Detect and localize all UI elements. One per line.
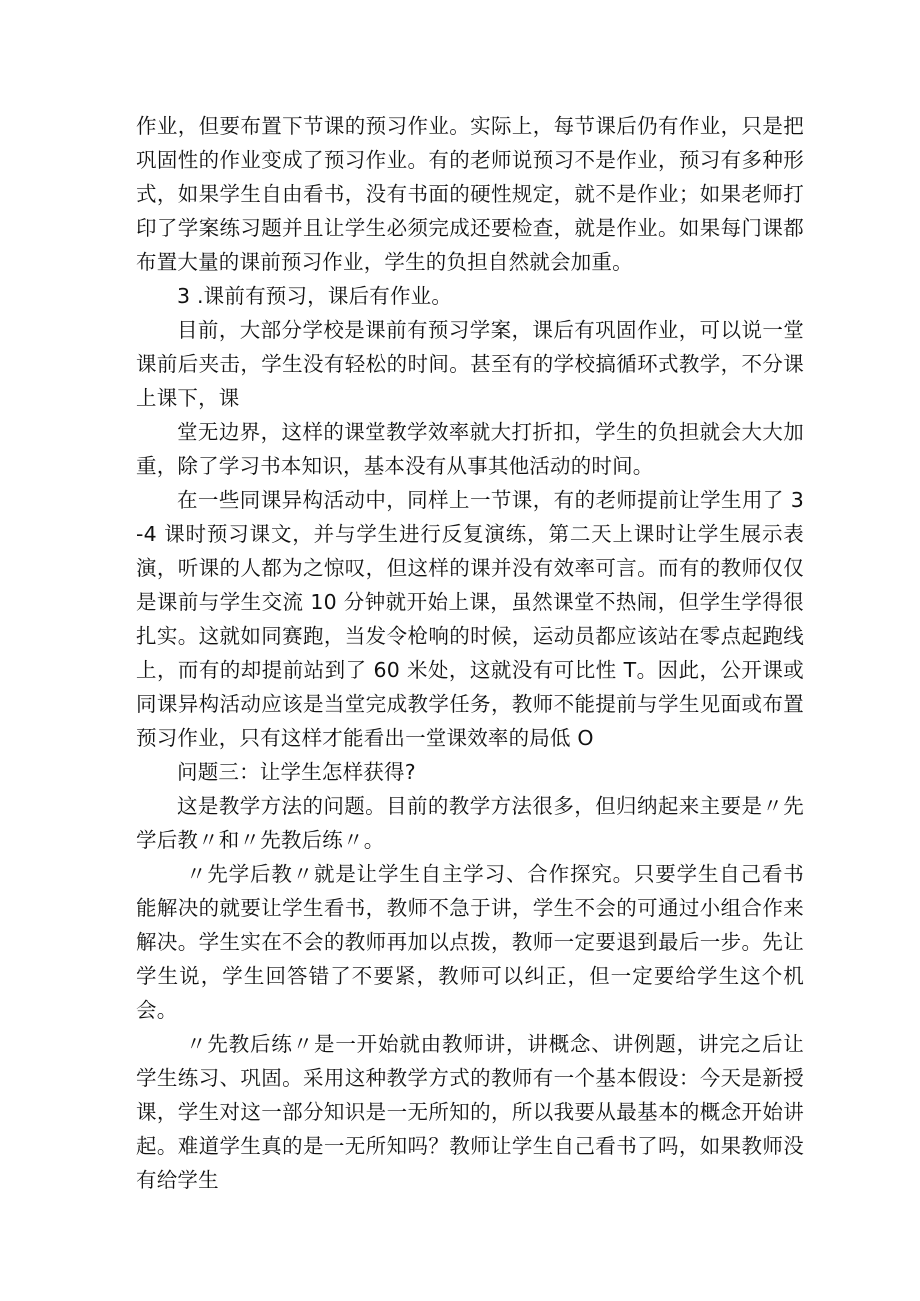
document-body	[136, 109, 804, 1197]
paragraph-homework-preview: 作业，但要布置下节课的预习作业。实际上，每节课后仍有作业，只是把巩固性的作业变成了预习作业。有的老师说预习不是作业，预习有多种形式，如果学生自由看书，没有书面的硬性规定，就不是作业；如果老师打印了学案练习题并且让学生必须完成还要检查，就是作业。如果每门课都布置大量的课前预习作业，学生的负担自然就会加重。	[136, 114, 804, 274]
paragraph-current-schools: 目前，大部分学校是课前有预习学案，课后有巩固作业，可以说一堂课前后夹击，学生没有轻松的时间。甚至有的学校搞循环式教学，不分课上课下，课	[136, 318, 804, 410]
list-item-3: 3 .课前有预习，课后有作业。	[177, 284, 453, 308]
section-heading-question-three: 问题三：让学生怎样获得?	[177, 760, 416, 784]
paragraph-learn-first: 〃先学后教〃就是让学生自主学习、合作探究。只要学生自己看书能解决的就要让学生看书，教师不急于讲，学生不会的可通过小组合作来解决。学生实在不会的教师再加以点拨，教师一定要退到最后一步。先让学生说，学生回答错了不要紧，教师可以纠正，但一定要给学生这个机会。	[136, 862, 804, 1022]
paragraph-same-lesson: 在一些同课异构活动中，同样上一节课，有的老师提前让学生用了 3-4 课时预习课文，并与学生进行反复演练，第二天上课时让学生展示表演，听课的人都为之惊叹，但这样的课并没有效率可言。而有的教师仅仅是课前与学生交流 10 分钟就开始上课，虽然课堂不热闹，但学生学得很扎实。这就如同赛跑，当发令枪响的时候，运动员都应该站在零点起跑线上，而有的却提前站到了 60 米处，这就没有可比性 T。因此，公开课或同课异构活动应该是当堂完成教学任务，教师不能提前与学生见面或布置预习作业，只有这样才能看出一堂课效率的局低 O	[136, 488, 804, 750]
paragraph-no-boundary: 堂无边界，这样的课堂教学效率就大打折扣，学生的负担就会大大加重，除了学习书本知识，基本没有从事其他活动的时间。	[136, 420, 804, 478]
paragraph-teaching-methods: 这是教学方法的问题。目前的教学方法很多，但归纳起来主要是〃先学后教〃和〃先教后练〃。	[136, 794, 804, 852]
paragraph-teach-first: 〃先教后练〃是一开始就由教师讲，讲概念、讲例题，讲完之后让学生练习、巩固。采用这种教学方式的教师有一个基本假设：今天是新授课，学生对这一部分知识是一无所知的，所以我要从最基本的概念开始讲起。难道学生真的是一无所知吗？教师让学生自己看书了吗，如果教师没有给学生	[136, 1032, 804, 1192]
